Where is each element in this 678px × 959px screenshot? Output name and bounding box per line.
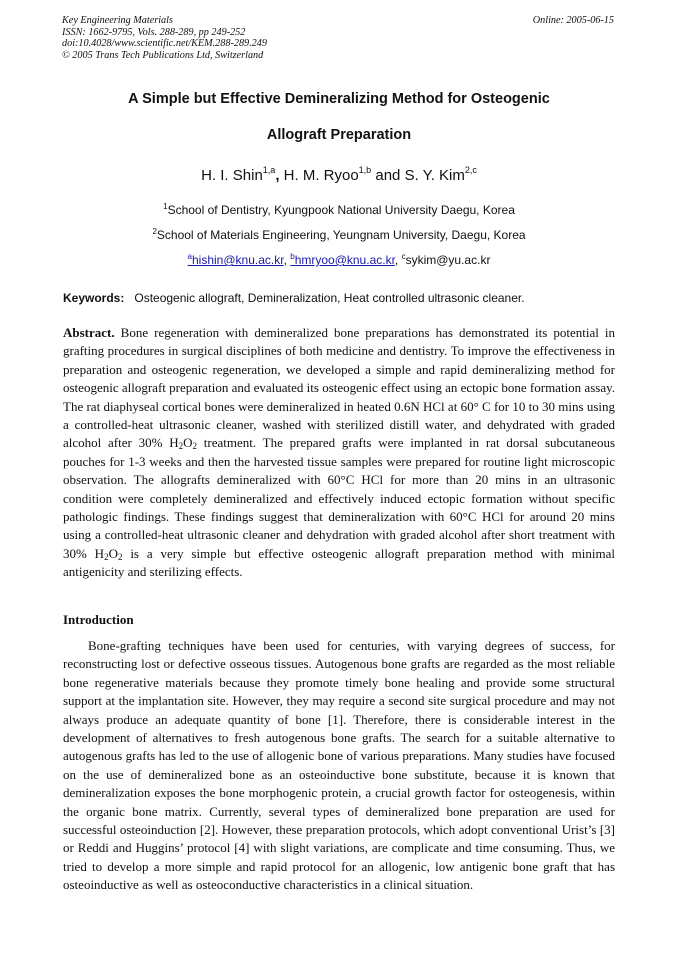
- abstract-label: Abstract.: [63, 325, 115, 340]
- keywords-label: Keywords:: [63, 291, 125, 305]
- abstract-text: treatment. The prepared grafts were implanted in rat dorsal subcutaneous pouches for 1-3 weeks and then the harvested tissue samples were prepared for routine light microscopic observation. The allografts demineralized with 60°C HCl for more than 20 mins in an ultrasonic condition were completely demineralized and effectively induced ectopic formation without specific pathologic findings. These findings suggest that demineralization with 60°C HCl for around 20 mins using a controlled-heat ultrasonic cleaner and dehydration with graded alcohol after short treatment with 30% H: [63, 435, 616, 561]
- abstract-paragraph: [63, 324, 615, 582]
- subscript: 2: [117, 551, 123, 562]
- email-link-ryoo[interactable]: [290, 253, 395, 267]
- paper-title-line-1: A Simple but Effective Demineralizing Method for Osteogenic: [128, 91, 550, 107]
- introduction-heading: Introduction: [63, 612, 134, 627]
- abstract-text: O: [183, 435, 193, 451]
- author-name: H. I. Shin: [201, 167, 263, 184]
- online-date: Online: 2005-06-15: [532, 15, 614, 26]
- abstract-text: is a very simple but effective osteogenic allograft preparation method with minimal antigenicity and sterilizing effects.: [63, 545, 616, 580]
- doi-line: doi:10.4028/www.scientific.net/KEM.288-289.249: [62, 38, 267, 49]
- affiliation-1: [40, 203, 638, 217]
- email-address: hishin@knu.ac.kr: [192, 253, 284, 267]
- email-separator: ,: [283, 253, 291, 267]
- affiliation-mark: 2: [152, 227, 157, 236]
- affiliation-2: [40, 228, 638, 242]
- email-separator: ,: [394, 253, 402, 267]
- subscript: 2: [192, 441, 198, 452]
- author-list: [40, 167, 638, 184]
- journal-name: Key Engineering Materials: [62, 15, 173, 26]
- email-mark: c: [401, 252, 406, 261]
- author-affiliation-mark: 1,b: [358, 165, 372, 175]
- affiliation-text: School of Materials Engineering, Yeungnam University, Daegu, Korea: [156, 228, 526, 242]
- subscript: 2: [178, 441, 184, 452]
- keywords-line: [63, 291, 525, 305]
- copyright-line: © 2005 Trans Tech Publications Ltd, Switzerland: [62, 49, 264, 61]
- email-mark: b: [290, 252, 295, 261]
- author-name: S. Y. Kim: [404, 167, 465, 184]
- abstract-text: Bone regeneration with demineralized bone preparations has demonstrated its potential in grafting procedures in surgical disciplines of both medicine and dentistry. To improve the effectiveness in preparation and osteogenic regeneration, we developed a simple and rapid demineralizing method for osteogenic allograft preparation and evaluated its osteogenic effect using an ectopic bone formation assay. The rat diaphyseal cortical bones were demineralized in heated 0.6N HCl at 60° C for 10 to 30 mins using a controlled-heat ultrasonic cleaner, washed with sterilized distill water, and dehydrated with graded alcohol after 30% H: [63, 325, 615, 451]
- author-name: H. M. Ryoo: [283, 167, 359, 184]
- keywords-text: Osteogenic allograft, Demineralization, Heat controlled ultrasonic cleaner.: [134, 291, 525, 305]
- email-link-shin[interactable]: [188, 253, 284, 267]
- paper-title-line-2: Allograft Preparation: [266, 127, 412, 143]
- affiliation-mark: 1: [163, 202, 168, 211]
- subscript: 2: [104, 551, 109, 562]
- author-affiliation-mark: 1,a: [262, 165, 276, 175]
- abstract-text: O: [108, 545, 118, 561]
- issn-line: ISSN: 1662-9795, Vols. 288-289, pp 249-252: [62, 26, 246, 38]
- author-affiliation-mark: 2,c: [464, 165, 477, 175]
- email-address: hmryoo@knu.ac.kr: [294, 253, 395, 267]
- author-separator: ,: [275, 167, 284, 184]
- email-mark: a: [187, 252, 192, 261]
- email-address-kim: sykim@yu.ac.kr: [405, 253, 491, 267]
- affiliation-text: School of Dentistry, Kyungpook National University Daegu, Korea: [167, 203, 515, 217]
- author-emails: [40, 253, 638, 267]
- introduction-paragraph: Bone-grafting techniques have been used for centuries, with varying degrees of success, for reconstructing lost or defective osseous tissues. Autogenous bone grafts are regarded as the most reliable bone regenerative materials because they promote timely bone healing and provide some structural support at the implantation site. However, they may require a second site surgical procedure and may not always produce an adequate quantity of bone [1]. Therefore, there is considerable interest in the development of alternatives to fresh autogenous bone grafts. The search for a suitable alternative to autogenous grafts has led to the use of allogenic bone of various preparations. Many studies have focused on the use of demineralized bone as an osteoinductive bone substitute, because it is known that demineralization exposes the bone morphogenic protein, a crucial growth factor for osteogenesis, within the organic bone matrix. Currently, several types of demineralized bone preparation are used for successful osteoinduction [2]. However, these preparation protocols, which adopt conventional Urist’s [3] or Reddi and Huggins’ protocol [4] with slight variations, are complicate and time consuming. Thus, we tried to develop a more simple and rapid protocol for an allogenic, low antigenic bone graft that has osteoinductive as well as osteoconductive characteristics in a clinical situation.: [63, 638, 615, 893]
- author-separator: and: [371, 167, 405, 184]
- publication-header: [62, 15, 267, 61]
